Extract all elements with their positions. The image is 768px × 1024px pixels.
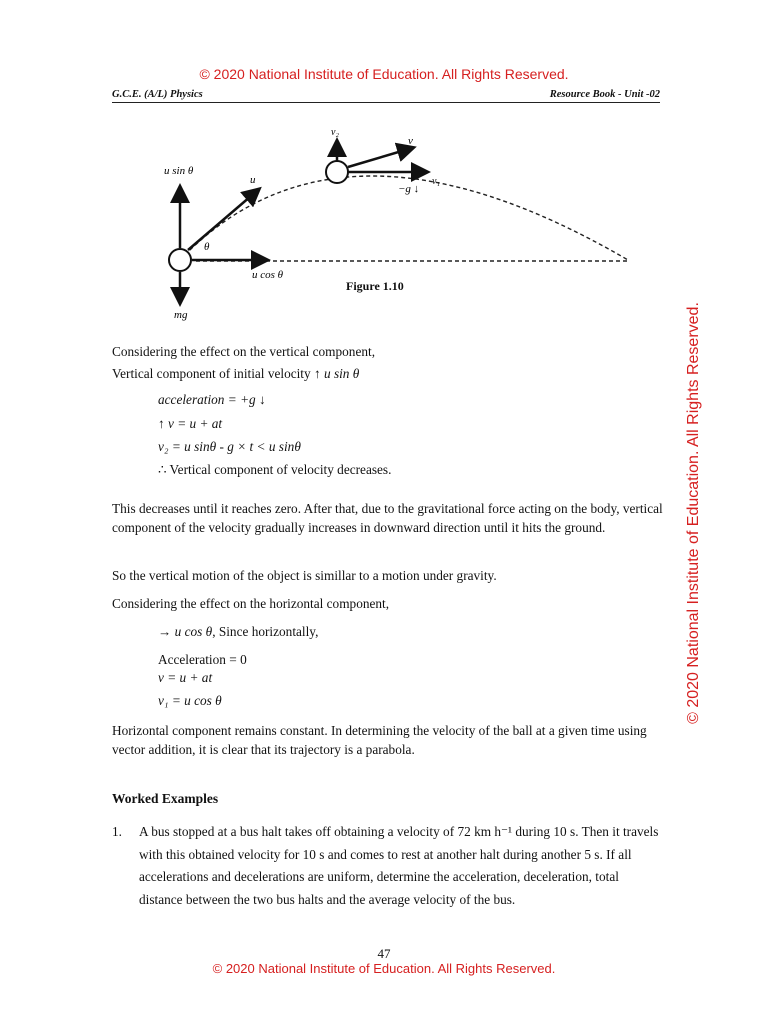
ball-top (326, 161, 348, 183)
ball-launch (169, 249, 191, 271)
header-right: Resource Book - Unit -02 (549, 89, 660, 100)
para-vertical-intro: Considering the effect on the vertical component, (112, 344, 376, 359)
vertical-initial-math: u sin θ (323, 366, 360, 381)
eq-horizontal-velocity: v = u + at (158, 670, 213, 685)
label-g: −g ↓ (398, 183, 420, 195)
eq-acceleration: acceleration = +g ↓ (158, 392, 266, 407)
eq-v1: v₁ = u cos θ (158, 693, 222, 708)
figure-caption: Figure 1.10 (346, 279, 404, 293)
running-header (112, 89, 660, 103)
para-horizontal-intro: Considering the effect on the horizontal component, (112, 596, 390, 611)
label-u-cos: u cos θ (252, 269, 284, 281)
eq-v2: v₂ = u sinθ - g × t < u sinθ (158, 439, 301, 454)
label-theta: θ (204, 241, 210, 253)
horizontal-since: , Since horizontally, (212, 624, 319, 639)
worked-example-1 (112, 821, 662, 911)
label-mg: mg (174, 309, 188, 321)
header-left: G.C.E. (A/L) Physics (112, 89, 203, 100)
horizontal-math: → u cos θ (158, 624, 213, 639)
item-text: A bus stopped at a bus halt takes off obtaining a velocity of 72 km h⁻¹ during 10 s. Then it travels with this obtained velocity for 10 s and comes to rest at another halt during another 5 s. If all accelerations and decelerations are uniform, determine the acceleration, deceleration, total distance between the two bus halts and the average velocity of the bus. (139, 824, 659, 907)
arrow-u (188, 190, 258, 250)
copyright-side-text: © 2020 National Institute of Education. All Rights Reserved. (685, 302, 702, 724)
page-number: 47 (377, 946, 391, 961)
copyright-top: © 2020 National Institute of Education. All Rights Reserved. (199, 66, 569, 82)
eq-velocity: ↑ v = u + at (158, 416, 223, 431)
label-v2: v₂ (331, 127, 339, 138)
para-gravity: So the vertical motion of the object is simillar to a motion under gravity. (112, 568, 497, 583)
eq-conclusion: ∴ Vertical component of velocity decreases. (158, 462, 392, 477)
worked-examples-heading: Worked Examples (112, 791, 219, 806)
label-v1: v₁ (432, 176, 440, 187)
arrow-v (348, 148, 412, 167)
label-u-sin: u sin θ (164, 165, 194, 177)
copyright-bottom: © 2020 National Institute of Education. All Rights Reserved. (212, 961, 556, 976)
item-number: 1. (112, 824, 122, 839)
para-decreases: This decreases until it reaches zero. After that, due to the gravitational force acting on the body, vertical component of the velocity gradually increases in downward direction until it hits the ground. (112, 501, 663, 535)
eq-acceleration-zero: Acceleration = 0 (158, 652, 247, 667)
para-vertical-initial (112, 364, 672, 383)
eq-horizontal-component (158, 622, 318, 641)
label-u: u (250, 174, 256, 186)
para-parabola: Horizontal component remains constant. In determining the velocity of the ball at a given time using vector addition, it is clear that its trajectory is a parabola. (112, 723, 647, 757)
vertical-initial-text: Vertical component of initial velocity ↑ (112, 366, 321, 381)
label-v: v (408, 135, 413, 147)
